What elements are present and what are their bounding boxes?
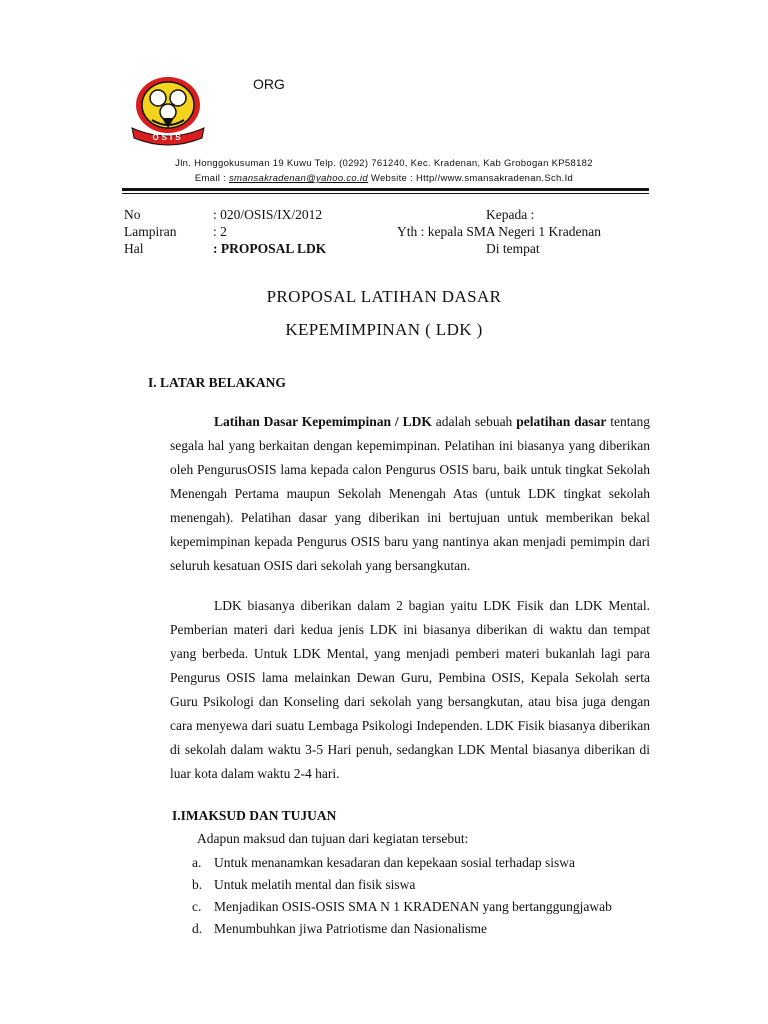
hal-value: : PROPOSAL LDK: [213, 241, 327, 256]
logo-text: OSIS: [152, 133, 184, 142]
paragraph-1-bold-term: Latihan Dasar Kepemimpinan / LDK: [214, 414, 432, 429]
no-label: No: [124, 207, 141, 222]
paragraph-1-bold-phrase: pelatihan dasar: [516, 414, 607, 429]
no-value: : 020/OSIS/IX/2012: [213, 207, 323, 222]
org-label: ORG: [253, 76, 285, 92]
paragraph-1: [170, 410, 650, 578]
list-item: Untuk melatih mental dan fisik siswa: [214, 877, 416, 892]
recipient-line: Yth : kepala SMA Negeri 1 Kradenan: [397, 224, 601, 239]
osis-logo: [122, 72, 214, 150]
contact-line: [0, 173, 768, 184]
section-heading-maksud-tujuan: I.IMAKSUD DAN TUJUAN: [172, 808, 337, 823]
paragraph-2: LDK biasanya diberikan dalam 2 bagian yaitu LDK Fisik dan LDK Mental. Pemberian materi dari kedua jenis LDK ini biasanya diberikan di waktu dan tempat yang berbeda. Untuk LDK Mental, yang menjadi pemberi materi bukanlah lagi para Pengurus OSIS lama melainkan Dewan Guru, Pembina OSIS, Kepala Sekolah serta Guru Psikologi dan Konseling dari sekolah yang bersangkutan, atau bisa juga dengan cara menyewa dari suatu Lembaga Psikologi Independen. LDK Fisik biasanya diberikan di sekolah dalam waktu 3-5 Hari penuh, sedangkan LDK Mental biasanya diberikan di luar kota dalam waktu 2-4 hari.: [170, 598, 650, 781]
address-line: Jln. Honggokusuman 19 Kuwu Telp. (0292) 761240, Kec. Kradenan, Kab Grobogan KP58182: [175, 158, 593, 169]
document-title-line1: PROPOSAL LATIHAN DASAR: [266, 287, 502, 306]
paragraph-1-text-b: tentang segala hal yang berkaitan dengan kepemimpinan. Pelatihan ini biasanya yang diberikan oleh PengurusOSIS lama kepada calon Pengurus OSIS baru, baik untuk tingkat Sekolah Menengah Pertama maupun Sekolah Menengah Atas (untuk LDK tingkat sekolah menengah). Pelatihan dasar yang diberikan ini bertujuan untuk memberikan bekal kepemimpinan kepada Pengurus OSIS baru yang nantinya akan menjadi pemimpin dari seluruh kesatuan OSIS dari sekolah yang bersangkutan.: [170, 414, 650, 573]
header-rule-thin: [122, 193, 649, 194]
list-item-marker: a.: [192, 855, 202, 870]
list-item-marker: c.: [192, 899, 202, 914]
list-item: Menumbuhkan jiwa Patriotisme dan Nasionalisme: [214, 921, 487, 936]
website-text: Website : Http//www.smansakradenan.Sch.Id: [370, 173, 574, 184]
list-item: Untuk menanamkan kesadaran dan kepekaan sosial terhadap siswa: [214, 855, 575, 870]
section-2-intro: Adapun maksud dan tujuan dari kegiatan tersebut:: [197, 831, 469, 846]
lampiran-label: Lampiran: [124, 224, 177, 239]
document-title-line2: KEPEMIMPINAN ( LDK ): [285, 320, 483, 339]
header-rule-thick: [122, 188, 649, 191]
tempat-line: Di tempat: [486, 241, 540, 256]
email-label: Email :: [194, 173, 227, 184]
kepada-label: Kepada :: [486, 207, 535, 222]
hal-label: Hal: [124, 241, 144, 256]
lampiran-value: : 2: [213, 224, 227, 239]
paragraph-1-text-a: adalah sebuah: [431, 414, 517, 429]
section-heading-latar-belakang: I. LATAR BELAKANG: [148, 375, 286, 390]
email-link[interactable]: smansakradenan@yahoo.co.id: [229, 173, 368, 184]
list-item-marker: d.: [192, 921, 203, 936]
list-item: Menjadikan OSIS-OSIS SMA N 1 KRADENAN yang bertanggungjawab: [214, 899, 612, 914]
list-item-marker: b.: [192, 877, 203, 892]
